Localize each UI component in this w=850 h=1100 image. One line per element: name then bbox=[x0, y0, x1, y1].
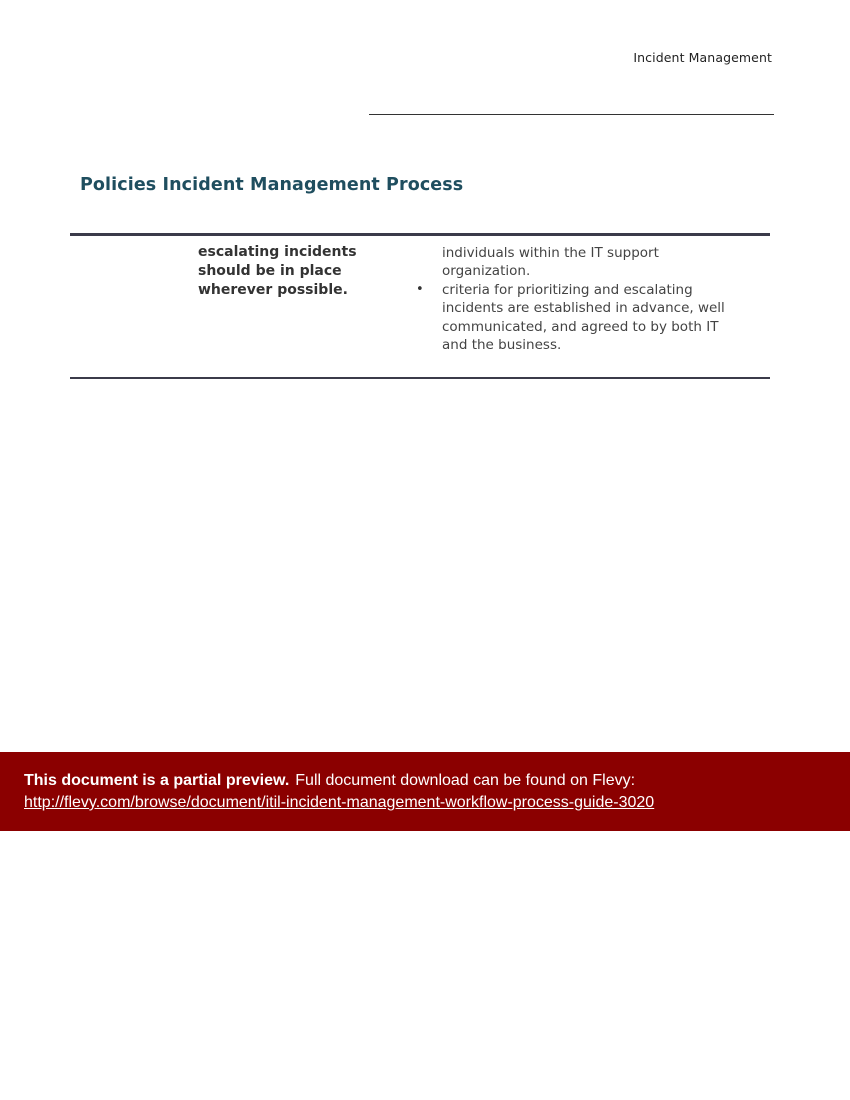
detail-line: communicated, and agreed to by both IT bbox=[442, 318, 719, 335]
policy-line: should be in place bbox=[198, 263, 342, 279]
policy-line: escalating incidents bbox=[198, 244, 357, 260]
bullet-icon: • bbox=[416, 281, 424, 297]
preview-banner bbox=[0, 752, 850, 831]
bullet-item bbox=[416, 281, 762, 355]
table-cell-policy bbox=[198, 243, 373, 300]
policy-line: wherever possible. bbox=[198, 282, 348, 298]
detail-line: individuals within the IT support bbox=[442, 245, 659, 261]
detail-line: criteria for prioritizing and escalating bbox=[442, 281, 693, 298]
banner-message bbox=[24, 772, 635, 790]
running-header: Incident Management bbox=[633, 50, 772, 65]
detail-line: organization. bbox=[442, 263, 531, 280]
section-title: Policies Incident Management Process bbox=[80, 175, 464, 195]
table-bottom-rule bbox=[70, 377, 770, 379]
table-cell-details bbox=[416, 244, 762, 354]
table-top-rule bbox=[70, 233, 770, 236]
banner-strong-text: This document is a partial preview. bbox=[24, 772, 290, 789]
detail-line: incidents are established in advance, well bbox=[442, 300, 725, 317]
download-link[interactable]: http://flevy.com/browse/document/itil-incident-management-workflow-process-guide-3020 bbox=[24, 794, 655, 811]
detail-line: and the business. bbox=[442, 337, 562, 354]
banner-normal-text: Full document download can be found on Flevy: bbox=[295, 772, 636, 789]
header-rule bbox=[369, 114, 774, 115]
